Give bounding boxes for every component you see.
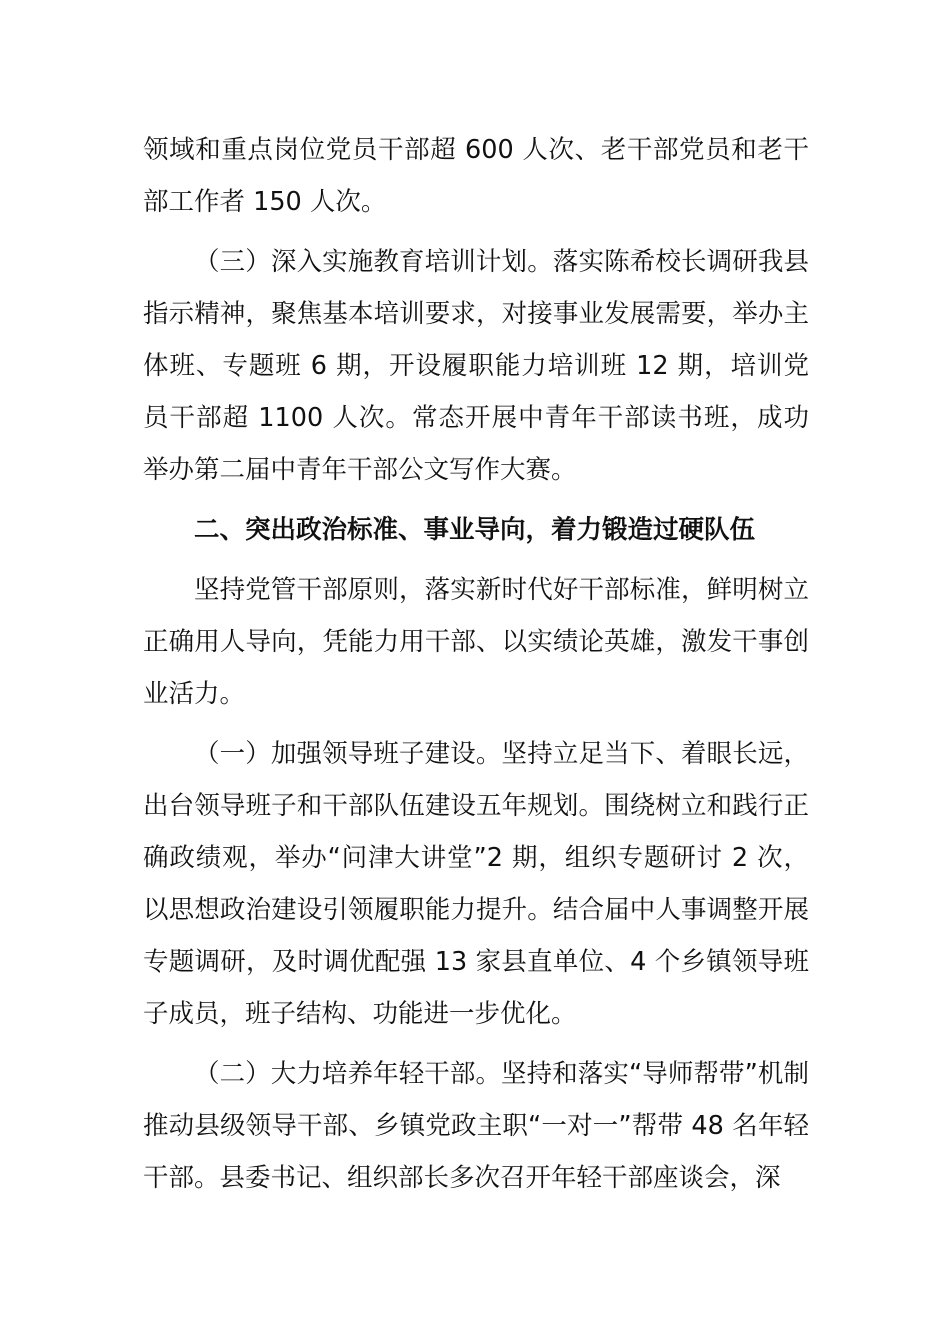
- paragraph-3: 坚持党管干部原则，落实新时代好干部标准，鲜明树立正确用人导向，凭能力用干部、以实绩论英雄，激发干事创业活力。: [143, 575, 809, 709]
- document-page: [143, 124, 809, 1204]
- paragraph-gap: [143, 496, 809, 504]
- paragraph-1: 领域和重点岗位党员干部超 600 人次、老干部党员和老干部工作者 150 人次。: [143, 135, 809, 217]
- paragraph-5: （二）大力培养年轻干部。坚持和落实“导师帮带”机制推动县级领导干部、乡镇党政主职“一对一”帮带 48 名年轻干部。县委书记、组织部长多次召开年轻干部座谈会，深: [143, 1059, 809, 1193]
- section-heading: 二、突出政治标准、事业导向，着力锻造过硬队伍: [194, 515, 756, 545]
- paragraph-gap: [143, 720, 809, 728]
- paragraph-gap: [143, 556, 809, 564]
- paragraph-4: （一）加强领导班子建设。坚持立足当下、着眼长远，出台领导班子和干部队伍建设五年规划。围绕树立和践行正确政绩观，举办“问津大讲堂”2 期，组织专题研讨 2 次，以思想政治建设引领履职能力提升。结合届中人事调整开展专题调研，及时调优配强 13 家县直单位、4 个乡镇领导班子成员，班子结构、功能进一步优化。: [143, 739, 809, 1029]
- paragraph-2: （三）深入实施教育培训计划。落实陈希校长调研我县指示精神，聚焦基本培训要求，对接事业发展需要，举办主体班、专题班 6 期，开设履职能力培训班 12 期，培训党员干部超 1100 人次。常态开展中青年干部读书班，成功举办第二届中青年干部公文写作大赛。: [143, 247, 809, 485]
- paragraph-gap: [143, 1040, 809, 1048]
- paragraph-gap: [143, 228, 809, 236]
